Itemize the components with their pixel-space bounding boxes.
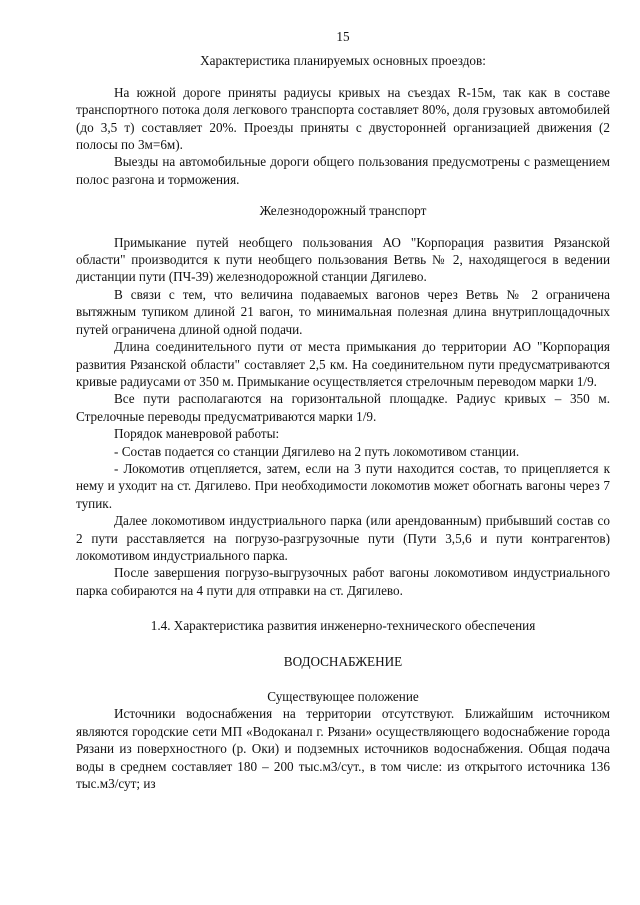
water-subheading: Существующее положение xyxy=(267,689,419,704)
railway-paragraph: Длина соединительного пути от места примыкания до территории АО "Корпорация развития Рязанской области" составляет 2,5 км. На соединительном пути предусматриваются кривые радиусами от 350 м. Примыкание осуществляется стрелочным переводом марки 1/9. xyxy=(76,339,610,389)
railway-paragraph: Все пути располагаются на горизонтальной площадке. Радиус кривых – 350 м. Стрелочные переводы предусматриваются марки 1/9. xyxy=(76,391,610,424)
roads-paragraph: На южной дороге приняты радиусы кривых на съездах R-15м, так как в составе транспортного потока доля легкового транспорта составляет 80%, доля грузовых автомобилей (до 3,5 т) составляет 20%. Проезды приняты с двусторонней организацией движения (2 полосы по 3м=6м). xyxy=(76,84,610,153)
roads-paragraph: Выезды на автомобильные дороги общего пользования предусмотрены с размещением полос разгона и торможения. xyxy=(76,154,610,187)
page-number: 15 xyxy=(336,29,350,44)
railway-paragraph: После завершения погрузо-выгрузочных работ вагоны локомотивом индустриального парка собираются на 4 пути для отправки на ст. Дягилево. xyxy=(76,565,610,598)
railway-list-item: - Локомотив отцепляется, затем, если на 3 пути находится состав, то прицепляется к нему и уходит на ст. Дягилево. При необходимости локомотив может обогнать вагоны через 7 тупик. xyxy=(76,460,610,511)
railway-list-item: - Состав подается со станции Дягилево на 2 путь локомотивом станции. xyxy=(114,443,520,459)
engineering-heading: 1.4. Характеристика развития инженерно-технического обеспечения xyxy=(150,618,536,634)
water-paragraph: Источники водоснабжения на территории отсутствуют. Ближайшим источником являются городские сети МП «Водоканал г. Рязани» осуществляющего водоснабжение города Рязани из поверхностного (р. Оки) и подземных источников водоснабжения. Общая подача воды в среднем составляет 180 – 200 тыс.м3/сут., в том числе: из открытого источника 136 тыс.м3/сут; из xyxy=(76,706,610,792)
railway-paragraph: Примыкание путей необщего пользования АО "Корпорация развития Рязанской области" производится к пути необщего пользования Ветвь № 2, находящегося в ведении дистанции пути (ПЧ-39) железнодорожной станции Дягилево. xyxy=(76,234,610,285)
document-page xyxy=(76,28,610,792)
railway-heading: Железнодорожный транспорт xyxy=(259,203,427,219)
roads-heading: Характеристика планируемых основных проездов: xyxy=(200,53,486,69)
railway-paragraph: Порядок маневровой работы: xyxy=(114,426,280,442)
water-heading: ВОДОСНАБЖЕНИЕ xyxy=(283,653,403,669)
railway-paragraph: В связи с тем, что величина подаваемых вагонов через Ветвь № 2 ограничена вытяжным тупиком длиной 21 вагон, то минимальная полезная длина внутриплощадочных путей ограничена длиной одной подачи. xyxy=(76,286,610,337)
railway-paragraph: Далее локомотивом индустриального парка (или арендованным) прибывший состав со 2 пути расставляется на погрузо-разгрузочные пути (Пути 3,5,6 и пути контрагентов) локомотивом индустриального парка. xyxy=(76,513,610,563)
